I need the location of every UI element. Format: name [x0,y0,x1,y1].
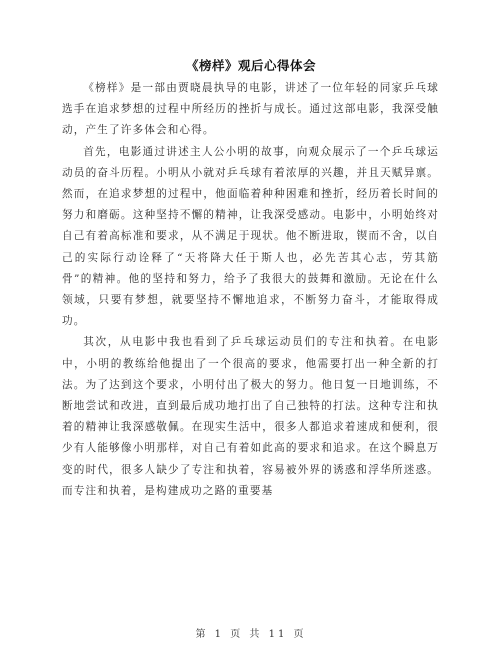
paragraph-intro: 《榜样》是一部由贾晓晨执导的电影，讲述了一位年轻的同家乒乓球选手在追求梦想的过程中所经历的挫折与成长。通过这部电影，我深受触动，产生了许多体会和心得。 [62,82,439,137]
document-body [62,78,439,502]
paragraph-second-point: 其次，从电影中我也看到了乒乓球运动员们的专注和执着。在电影中，小明的教练给他提出了一个很高的要求，他需要打出一种全新的打法。为了达到这个要求，小明付出了极大的努力。他日复一日地训练，不断地尝试和改进，直到最后成功地打出了自己独特的打法。这种专注和执着的精神让我深感敬佩。在现实生活中，很多人都追求着速成和便利，很少有人能够像小明那样，对自己有着如此高的要求和追求。在这个瞬息万变的时代，很多人缺少了专注和执着，容易被外界的诱惑和浮华所迷惑。而专注和执着，是构建成功之路的重要基 [62,336,439,497]
document-title: 《榜样》观后心得体会 [185,58,316,73]
paragraph-first-point: 首先，电影通过讲述主人公小明的故事，向观众展示了一个乒乓球运动员的奋斗历程。小明从小就对乒乓球有着浓厚的兴趣，并且天赋异禀。然而，在追求梦想的过程中，他面临着种种困难和挫折，经历着长时间的努力和磨砺。这种坚持不懈的精神，让我深受感动。电影中，小明始终对自己有着高标准和要求，从不满足于现状。他不断进取，锲而不舍，以自己的实际行动诠释了“天将降大任于斯人也，必先苦其心志，劳其筋骨”的精神。他的坚持和努力，给予了我很大的鼓舞和激励。无论在什么领域，只要有梦想，就要坚持不懈地追求，不断努力奋斗，才能取得成功。 [62,145,439,328]
page-number-footer: 第 1 页 共 11 页 [195,629,307,640]
